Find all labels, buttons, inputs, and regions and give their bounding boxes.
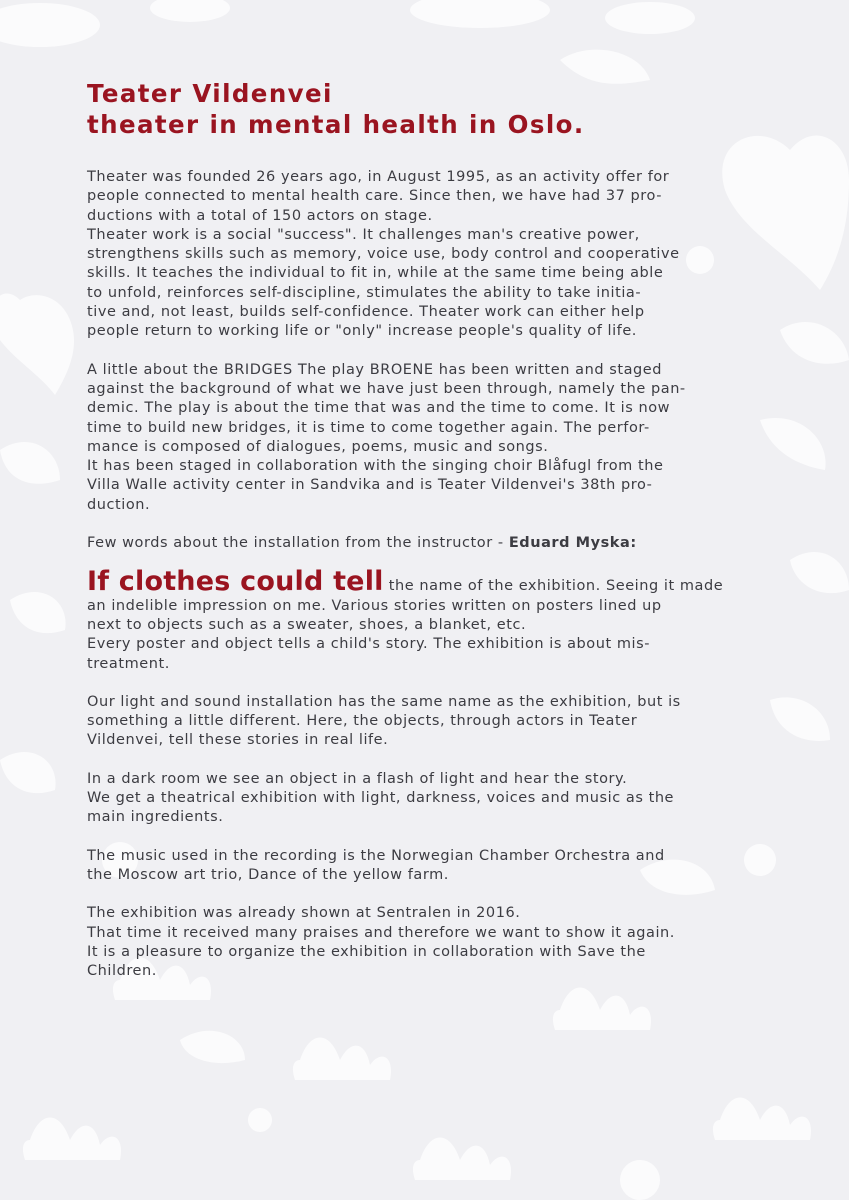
text-line: main ingredients. bbox=[87, 809, 224, 826]
text-line: That time it received many praises and therefore we want to show it again. bbox=[87, 924, 675, 941]
text-line: something a little different. Here, the objects, through actors in Teater bbox=[87, 713, 638, 730]
text-line: Vildenvei, tell these stories in real life. bbox=[87, 732, 389, 749]
title-line-2: theater in mental health in Oslo. bbox=[87, 110, 585, 139]
paragraph-music bbox=[87, 847, 767, 886]
text-line: skills. It teaches the individual to fit in, while at the same time being able bbox=[87, 265, 664, 282]
text-line: Theater work is a social "success". It challenges man's creative power, bbox=[87, 226, 640, 243]
text-line: mance is composed of dialogues, poems, music and songs. bbox=[87, 438, 549, 455]
paragraph-theater-history bbox=[87, 168, 767, 342]
text-line: next to objects such as a sweater, shoes, a blanket, etc. bbox=[87, 616, 527, 633]
text-line: ductions with a total of 150 actors on stage. bbox=[87, 207, 433, 224]
intro-line bbox=[87, 534, 767, 553]
text-line: It has been staged in collaboration with the singing choir Blåfugl from the bbox=[87, 458, 664, 475]
text-line: The music used in the recording is the Norwegian Chamber Orchestra and bbox=[87, 847, 665, 864]
text-line: treatment. bbox=[87, 655, 170, 672]
text-line: duction. bbox=[87, 496, 151, 513]
instructor-name: Eduard Myska: bbox=[508, 535, 637, 552]
paragraph-installation bbox=[87, 566, 767, 673]
text-line: In a dark room we see an object in a flash of light and hear the story. bbox=[87, 770, 628, 787]
text-line: Children. bbox=[87, 963, 157, 980]
title-line-1: Teater Vildenvei bbox=[87, 79, 333, 108]
installation-first-line bbox=[87, 566, 767, 598]
paragraph-light-sound bbox=[87, 693, 767, 751]
text-line: Every poster and object tells a child's story. The exhibition is about mis- bbox=[87, 636, 650, 653]
text-line: time to build new bridges, it is time to come together again. The perfor- bbox=[87, 419, 650, 436]
text-line: Villa Walle activity center in Sandvika and is Teater Vildenvei's 38th pro- bbox=[87, 477, 653, 494]
text-line: people connected to mental health care. Since then, we have had 37 pro- bbox=[87, 188, 662, 205]
paragraph-dark-room bbox=[87, 770, 767, 828]
text-line: Our light and sound installation has the same name as the exhibition, but is bbox=[87, 693, 681, 710]
text-line: It is a pleasure to organize the exhibition in collaboration with Save the bbox=[87, 943, 646, 960]
text-line: the Moscow art trio, Dance of the yellow farm. bbox=[87, 866, 449, 883]
paragraph-intro bbox=[87, 534, 767, 553]
paragraph-exhibition-history bbox=[87, 904, 767, 981]
paragraph-bridges bbox=[87, 361, 767, 515]
text-line: an indelible impression on me. Various stories written on posters lined up bbox=[87, 597, 662, 614]
text-line: demic. The play is about the time that was and the time to come. It is now bbox=[87, 400, 671, 417]
text-line: to unfold, reinforces self-discipline, stimulates the ability to take initia- bbox=[87, 284, 642, 301]
text-line: people return to working life or "only" increase people's quality of life. bbox=[87, 323, 637, 340]
text-line: The exhibition was already shown at Sentralen in 2016. bbox=[87, 905, 521, 922]
text-line: against the background of what we have just been through, namely the pan- bbox=[87, 380, 686, 397]
intro-text: Few words about the installation from the instructor - bbox=[87, 535, 509, 552]
document-title bbox=[87, 78, 767, 140]
document-page bbox=[87, 78, 767, 1000]
installation-first-line-text: the name of the exhibition. Seeing it made bbox=[383, 578, 724, 595]
text-line: strengthens skills such as memory, voice use, body control and cooperative bbox=[87, 246, 680, 263]
text-line: Theater was founded 26 years ago, in August 1995, as an activity offer for bbox=[87, 169, 670, 185]
text-line: A little about the BRIDGES The play BROENE has been written and staged bbox=[87, 361, 663, 378]
text-line: tive and, not least, builds self-confidence. Theater work can either help bbox=[87, 304, 645, 321]
text-line: We get a theatrical exhibition with light, darkness, voices and music as the bbox=[87, 790, 675, 807]
exhibition-title: If clothes could tell bbox=[87, 566, 384, 598]
